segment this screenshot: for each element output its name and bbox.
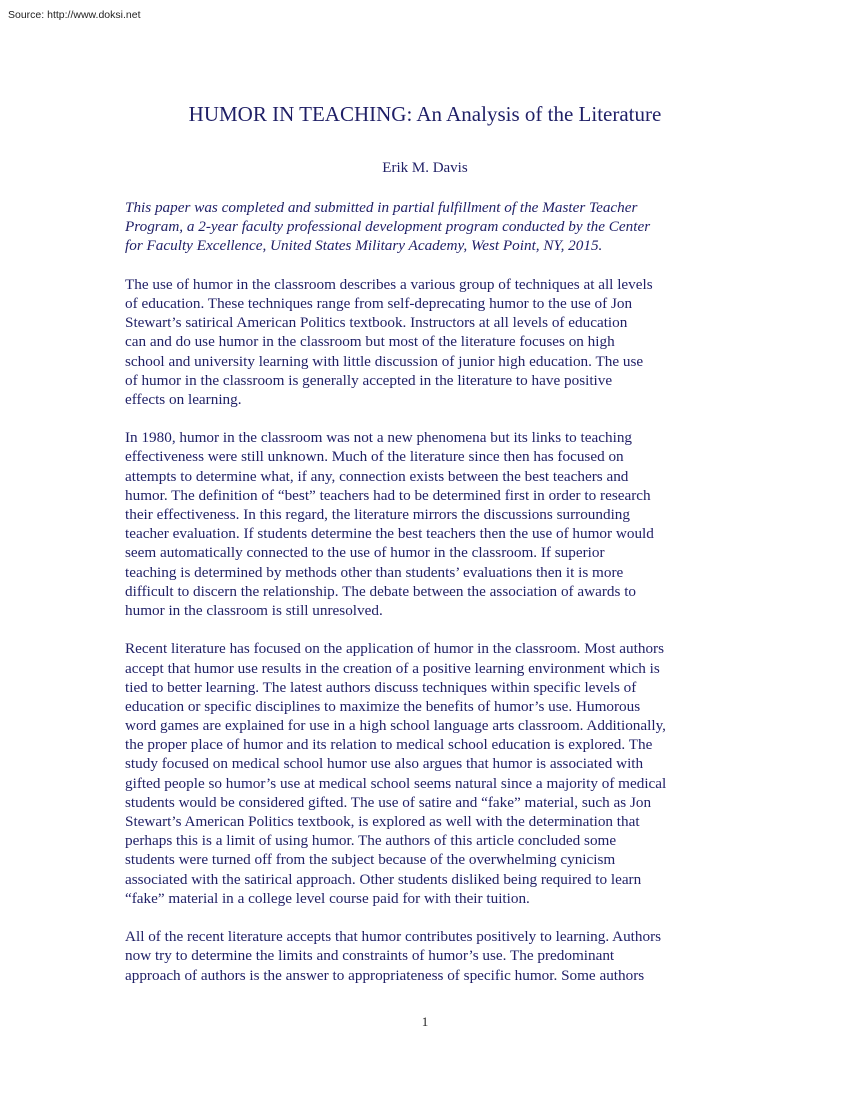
author-name: Erik M. Davis — [382, 160, 468, 176]
text-line: effectiveness were still unknown. Much of the literature since then has focused on — [125, 448, 624, 466]
text-line: “fake” material in a college level course paid for with their tuition. — [125, 889, 530, 907]
text-line: gifted people so humor’s use at medical school seems natural since a majority of medical — [125, 774, 667, 792]
text-line: Stewart’s American Politics textbook, is explored as well with the determination that — [125, 813, 640, 830]
text-line: students were turned off from the subject because of the overwhelming cynicism — [125, 851, 616, 869]
paragraph-3 — [125, 639, 735, 908]
text-line: associated with the satirical approach. Other students disliked being required to learn — [125, 870, 642, 888]
source-url: Source: http://www.doksi.net — [8, 9, 141, 21]
text-line: the proper place of humor and its relation to medical school education is explored. The — [125, 736, 653, 754]
text-line: school and university learning with little discussion of junior high education. The use — [125, 352, 644, 370]
note-line: for Faculty Excellence, United States Military Academy, West Point, NY, 2015. — [125, 237, 603, 255]
text-line: accept that humor use results in the creation of a positive learning environment which is — [125, 659, 660, 677]
text-line: tied to better learning. The latest authors discuss techniques within specific levels of — [125, 678, 637, 696]
text-line: In 1980, humor in the classroom was not a new phenomena but its links to teaching — [125, 429, 633, 447]
text-line: can and do use humor in the classroom but most of the literature focuses on high — [125, 333, 615, 351]
text-line: The use of humor in the classroom describes a various group of techniques at all levels — [125, 275, 653, 293]
text-line: of education. These techniques range from self-deprecating humor to the use of Jon — [125, 294, 633, 312]
text-line: approach of authors is the answer to appropriateness of specific humor. Some authors — [125, 966, 645, 984]
text-line: study focused on medical school humor use also argues that humor is associated with — [125, 755, 644, 773]
paragraph-1 — [125, 275, 735, 409]
page-number: 1 — [421, 1014, 429, 1029]
text-line: of humor in the classroom is generally accepted in the literature to have positive — [125, 371, 613, 389]
text-line: education or specific disciplines to maximize the benefits of humor’s use. Humorous — [125, 697, 641, 715]
text-line: teaching is determined by methods other than students’ evaluations then it is more — [125, 563, 624, 581]
note-line: This paper was completed and submitted in partial fulfillment of the Master Teacher — [125, 199, 638, 216]
text-line: difficult to discern the relationship. The debate between the association of awards to — [125, 582, 637, 600]
text-line: perhaps this is a limit of using humor. The authors of this article concluded some — [125, 832, 617, 850]
text-line: seem automatically connected to the use of humor in the classroom. If superior — [125, 544, 605, 562]
text-line: effects on learning. — [125, 390, 242, 408]
fulfillment-note — [125, 198, 735, 256]
text-line: Recent literature has focused on the application of humor in the classroom. Most authors — [125, 640, 665, 658]
text-line: word games are explained for use in a high school language arts classroom. Additionally, — [125, 717, 666, 735]
document-title: HUMOR IN TEACHING: An Analysis of the Literature — [188, 102, 662, 126]
text-line: humor in the classroom is still unresolved. — [125, 601, 383, 619]
paragraph-4 — [125, 927, 735, 985]
text-line: their effectiveness. In this regard, the literature mirrors the discussions surrounding — [125, 506, 630, 523]
note-line: Program, a 2-year faculty professional development program conducted by the Center — [125, 218, 651, 236]
text-line: students would be considered gifted. The use of satire and “fake” material, such as Jon — [125, 793, 652, 811]
text-line: Stewart’s satirical American Politics textbook. Instructors at all levels of education — [125, 314, 628, 332]
text-line: humor. The definition of “best” teachers had to be determined first in order to research — [125, 486, 651, 504]
document-body — [125, 198, 735, 1004]
paragraph-2 — [125, 428, 735, 620]
text-line: teacher evaluation. If students determine the best teachers then the use of humor would — [125, 525, 654, 543]
text-line: now try to determine the limits and constraints of humor’s use. The predominant — [125, 947, 615, 965]
text-line: attempts to determine what, if any, connection exists between the best teachers and — [125, 467, 629, 485]
text-line: All of the recent literature accepts that humor contributes positively to learning. Authors — [125, 928, 662, 946]
